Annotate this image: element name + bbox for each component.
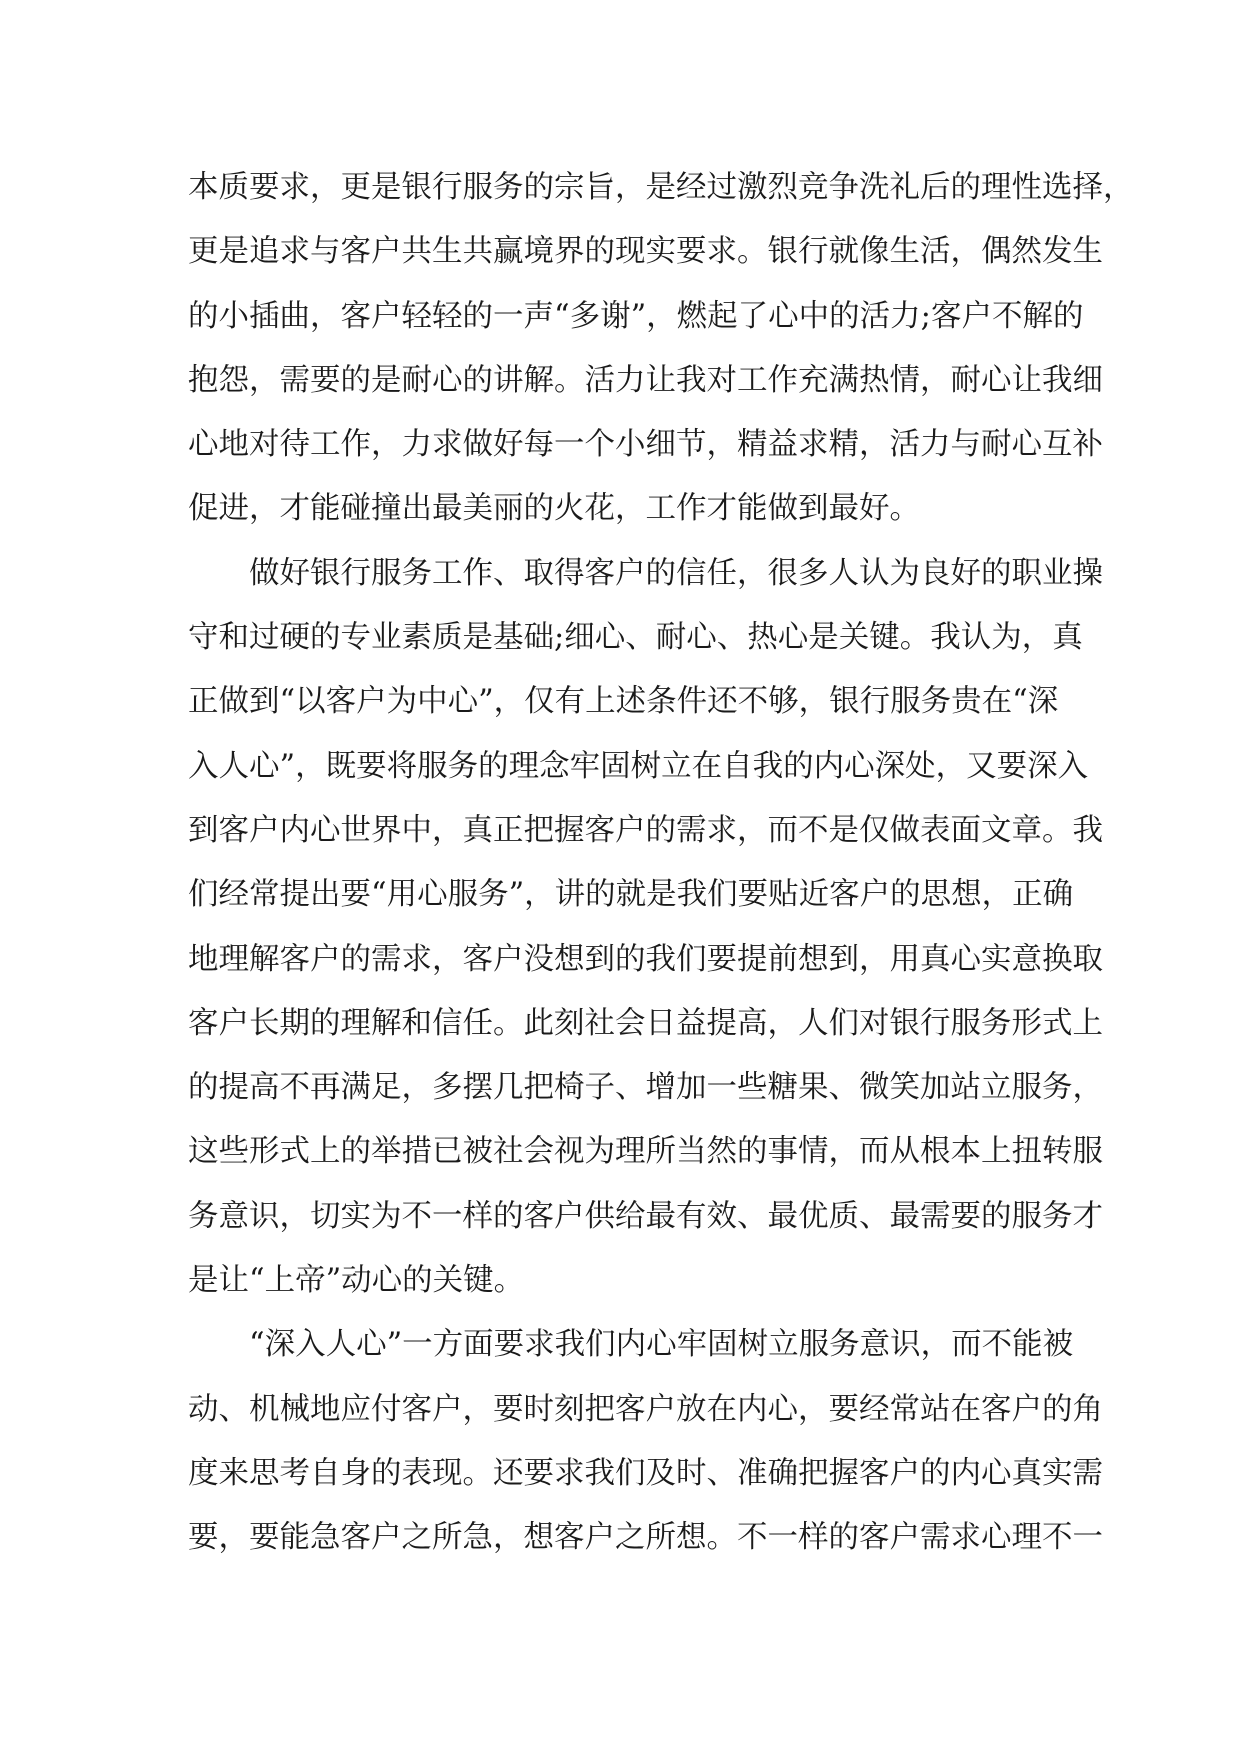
text-line: 度来思考自身的表现。还要求我们及时、准确把握客户的内心真实需 — [188, 1455, 1103, 1491]
text-line: 入人心”，既要将服务的理念牢固树立在自我的内心深处，又要深入 — [188, 748, 1089, 784]
text-line: “深入人心”一方面要求我们内心牢固树立服务意识，而不能被 — [249, 1327, 1074, 1363]
text-line: 客户长期的理解和信任。此刻社会日益提高，人们对银行服务形式上 — [188, 1005, 1103, 1041]
text-line: 更是追求与客户共生共赢境界的现实要求。银行就像生活，偶然发生 — [188, 234, 1103, 270]
body-text — [188, 156, 1134, 1571]
text-line: 是让“上帝”动心的关键。 — [188, 1263, 525, 1299]
text-line: 本质要求，更是银行服务的宗旨，是经过激烈竞争洗礼后的理性选择， — [188, 170, 1134, 205]
text-line: 的提高不再满足，多摆几把椅子、增加一些糖果、微笑加站立服务， — [188, 1070, 1103, 1106]
text-line: 促进，才能碰撞出最美丽的火花，工作才能做到最好。 — [188, 491, 920, 527]
text-line: 守和过硬的专业素质是基础;细心、耐心、热心是关键。我认为，真 — [188, 620, 1083, 656]
text-line: 动、机械地应付客户，要时刻把客户放在内心，要经常站在客户的角 — [188, 1391, 1103, 1427]
paragraph — [188, 1313, 1103, 1570]
text-line: 地理解客户的需求，客户没想到的我们要提前想到，用真心实意换取 — [188, 941, 1103, 977]
text-line: 抱怨，需要的是耐心的讲解。活力让我对工作充满热情，耐心让我细 — [188, 362, 1103, 398]
text-line: 这些形式上的举措已被社会视为理所当然的事情，而从根本上扭转服 — [188, 1134, 1103, 1170]
paragraph — [188, 542, 1103, 1314]
text-line: 的小插曲，客户轻轻的一声“多谢”，燃起了心中的活力;客户不解的 — [188, 298, 1084, 334]
text-line: 做好银行服务工作、取得客户的信任，很多人认为良好的职业操 — [249, 555, 1103, 591]
paragraph — [188, 156, 1134, 542]
text-line: 要，要能急客户之所急，想客户之所想。不一样的客户需求心理不一 — [188, 1520, 1103, 1556]
text-line: 务意识，切实为不一样的客户供给最有效、最优质、最需要的服务才 — [188, 1198, 1103, 1234]
text-line: 心地对待工作，力求做好每一个小细节，精益求精，活力与耐心互补 — [188, 427, 1103, 463]
text-line: 正做到“以客户为中心”，仅有上述条件还不够，银行服务贵在“深 — [188, 684, 1059, 720]
text-line: 们经常提出要“用心服务”，讲的就是我们要贴近客户的思想，正确 — [188, 877, 1074, 913]
text-line: 到客户内心世界中，真正把握客户的需求，而不是仅做表面文章。我 — [188, 812, 1103, 848]
